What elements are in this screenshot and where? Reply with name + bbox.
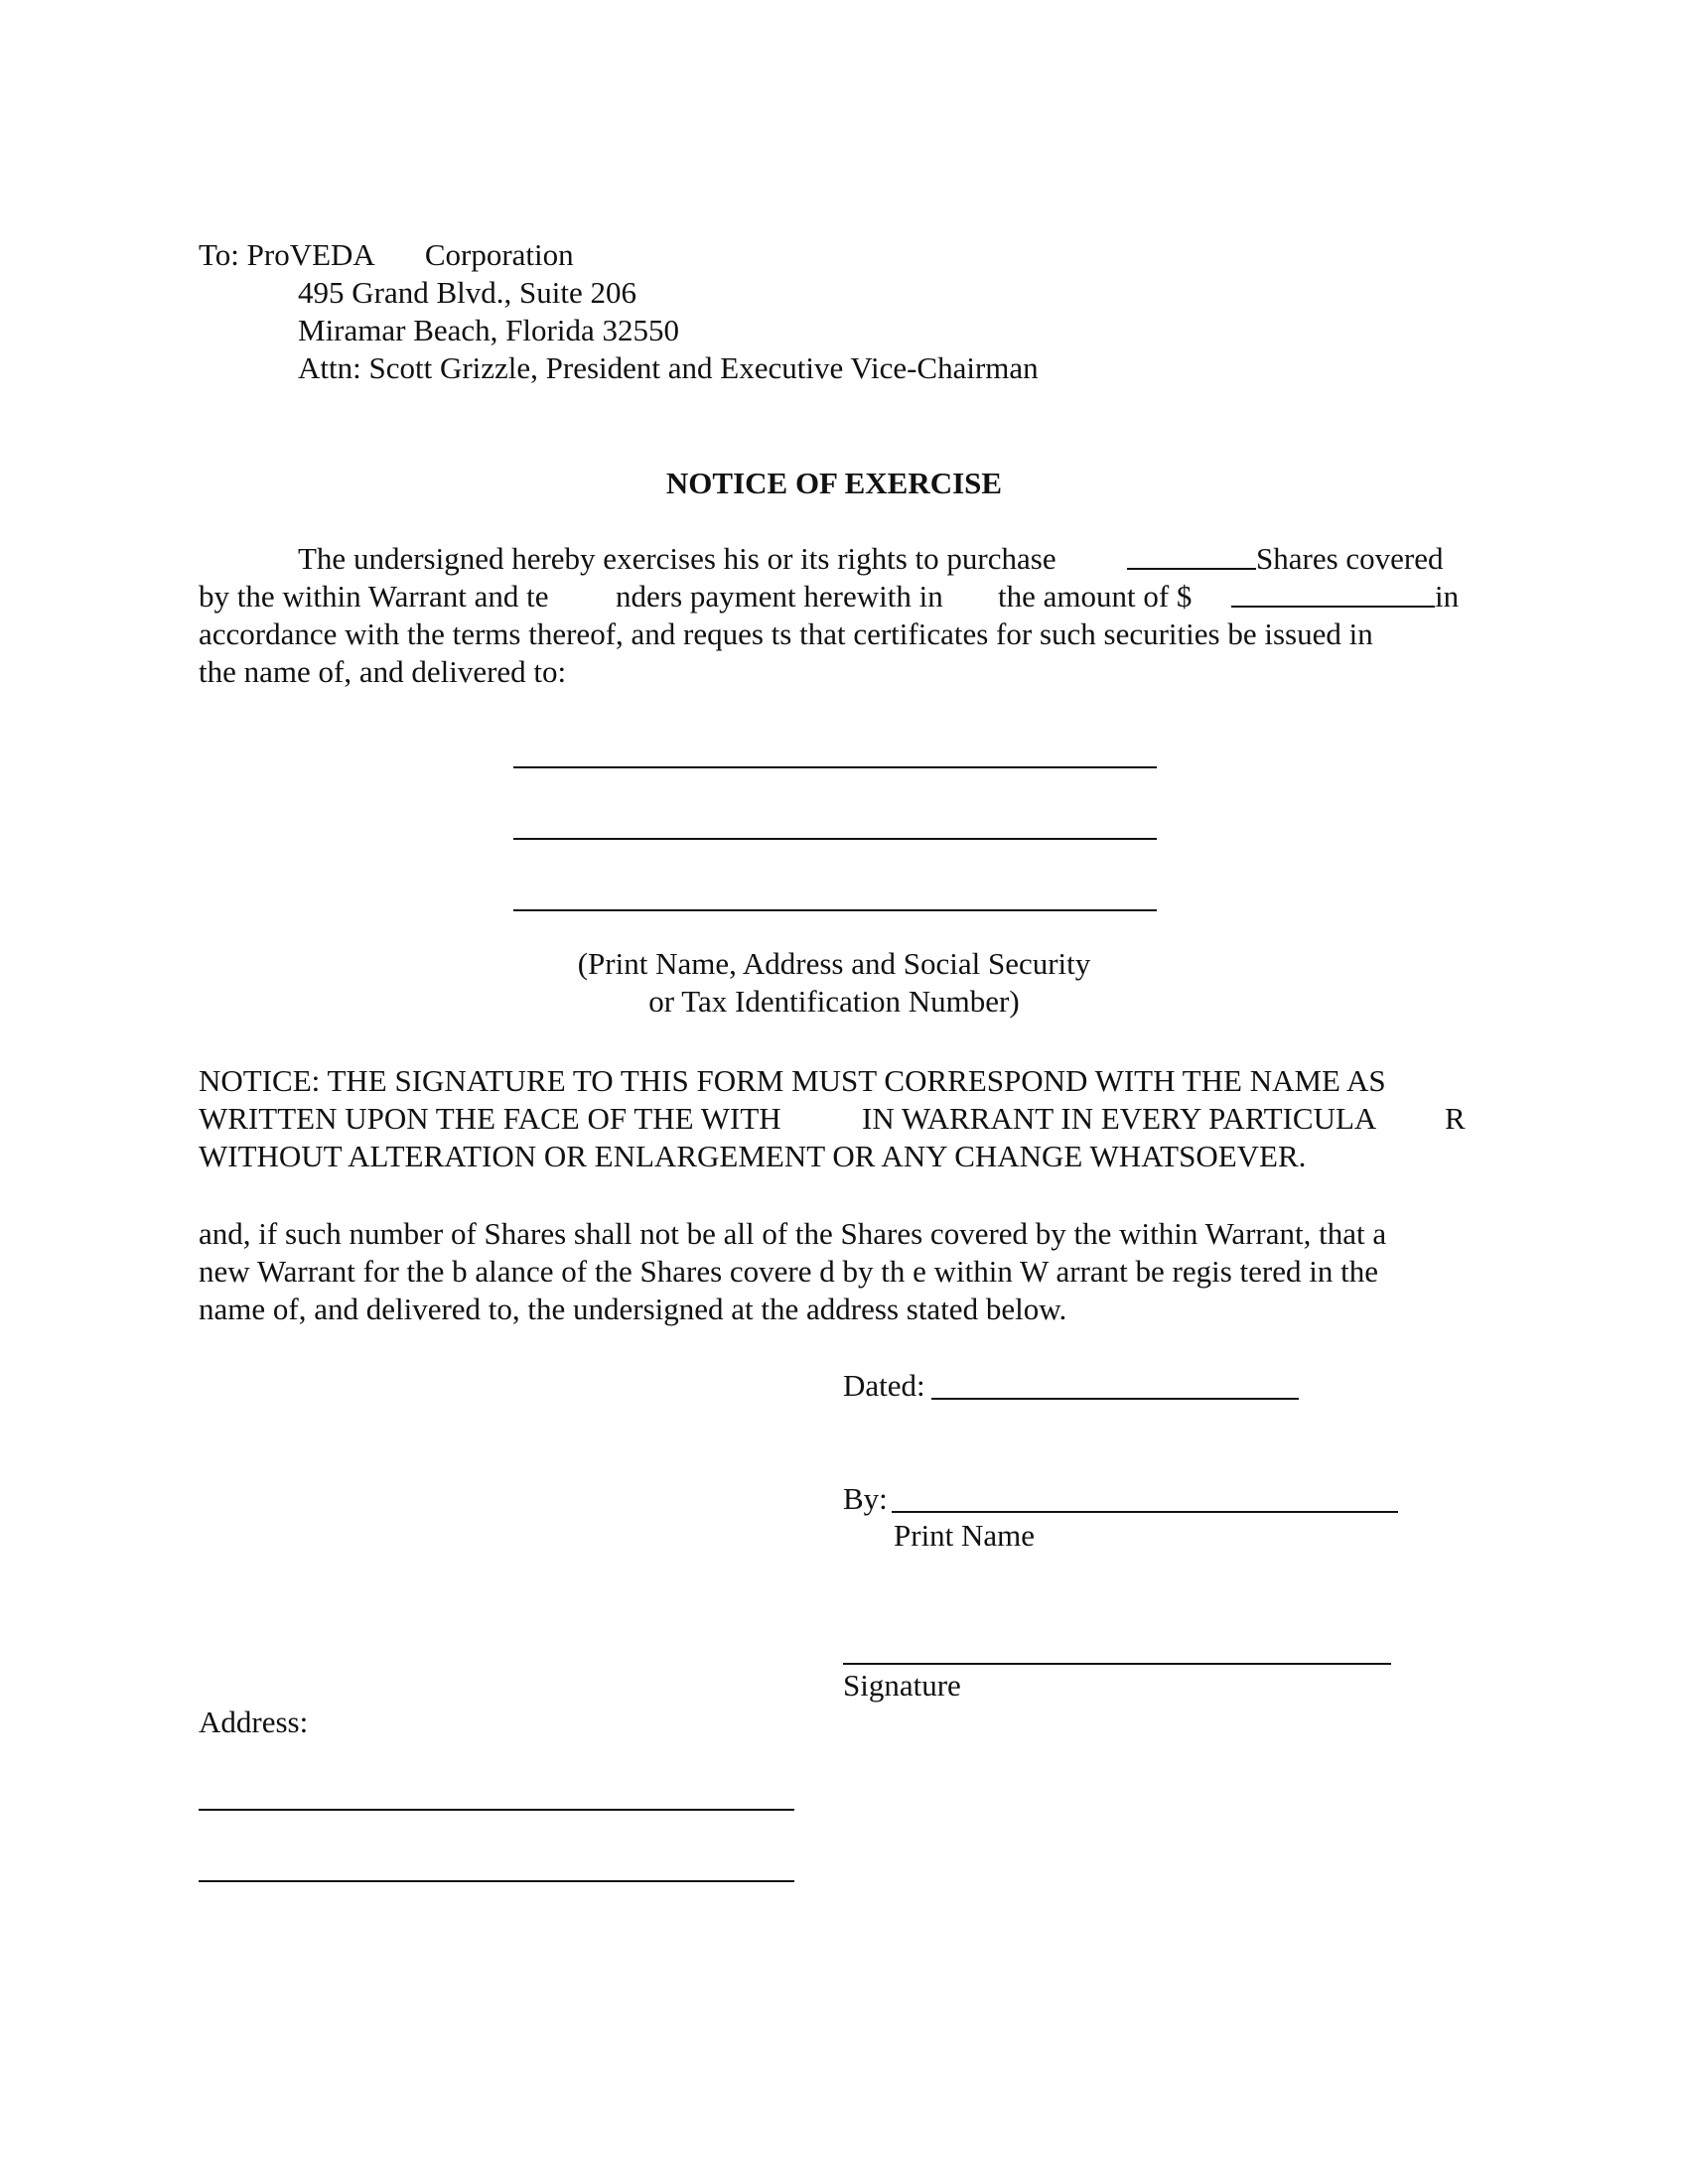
recipient-attn-line: Attn: Scott Grizzle, President and Executive Vice-Chairman [298,350,1039,385]
payment-amount-blank[interactable] [1231,578,1435,608]
exercise-row-3: accordance with the terms thereof, and reques ts that certificates for such securities be issued in [199,616,1373,651]
exercise-text: The undersigned hereby exercises his or its rights to purchase [298,541,1056,576]
print-name-caption-line2: or Tax Identification Number) [648,984,1020,1019]
signature-label: Signature [843,1668,961,1703]
notice-text: WRITTEN UPON THE FACE OF THE WITH [199,1101,781,1136]
shares-quantity-blank[interactable] [1127,540,1256,570]
document-title: NOTICE OF EXERCISE [665,466,1003,500]
recipient-to-line [199,236,1039,274]
notice-row-1: NOTICE: THE SIGNATURE TO THIS FORM MUST CORRESPOND WITH THE NAME AS [199,1063,1386,1098]
notice-row-3: WITHOUT ALTERATION OR ENLARGEMENT OR ANY CHANGE WHATSOEVER. [199,1139,1307,1173]
recipient-address-line2: Miramar Beach, Florida 32550 [298,313,679,347]
by-label: By: [843,1481,888,1516]
notice-row-2 [199,1100,1470,1138]
company-name-second: Corporation [424,237,574,272]
recipient-info-blank-line[interactable] [513,838,1157,840]
signature-blank-line[interactable] [843,1663,1391,1665]
notice-text: IN WARRANT IN EVERY PARTICULA [862,1101,1377,1136]
balance-row-1: and, if such number of Shares shall not be all of the Shares covered by the within Warrant, that a [199,1216,1387,1251]
recipient-address-line1: 495 Grand Blvd., Suite 206 [298,275,636,310]
exercise-text: nders payment herewith in [616,579,943,614]
address-blank-line[interactable] [199,1809,794,1811]
address-blank-line[interactable] [199,1880,794,1882]
exercise-text: by the within Warrant and te [199,579,549,614]
notice-paragraph [199,1062,1470,1175]
to-label: To: [199,237,239,272]
print-name-label: Print Name [894,1518,1036,1553]
balance-row-3: name of, and delivered to, the undersigned at the address stated below. [199,1292,1067,1326]
recipient-info-blank-line[interactable] [513,766,1157,768]
dated-blank-line[interactable] [931,1398,1299,1400]
recipient-info-blank-line[interactable] [513,909,1157,911]
balance-row-2: new Warrant for the b alance of the Shares covere d by th e within W arrant be regis tered in the [199,1254,1378,1289]
exercise-row-2 [199,578,1470,615]
print-name-blank-line[interactable] [892,1511,1398,1513]
exercise-row-4: the name of, and delivered to: [199,654,567,689]
exercise-row-1 [199,540,1470,578]
dated-label: Dated: [843,1368,925,1403]
recipient-address-block [199,236,1039,387]
exercise-text: Shares covered [1256,541,1444,576]
exercise-text: in [1435,579,1460,614]
exercise-paragraph [199,540,1470,691]
notice-text: R [1445,1101,1466,1136]
balance-paragraph [199,1215,1470,1328]
exercise-text: the amount of $ [998,579,1193,614]
print-name-caption-line1: (Print Name, Address and Social Security [577,946,1091,981]
address-label: Address: [199,1705,309,1739]
company-name-first: ProVEDA [246,237,375,272]
